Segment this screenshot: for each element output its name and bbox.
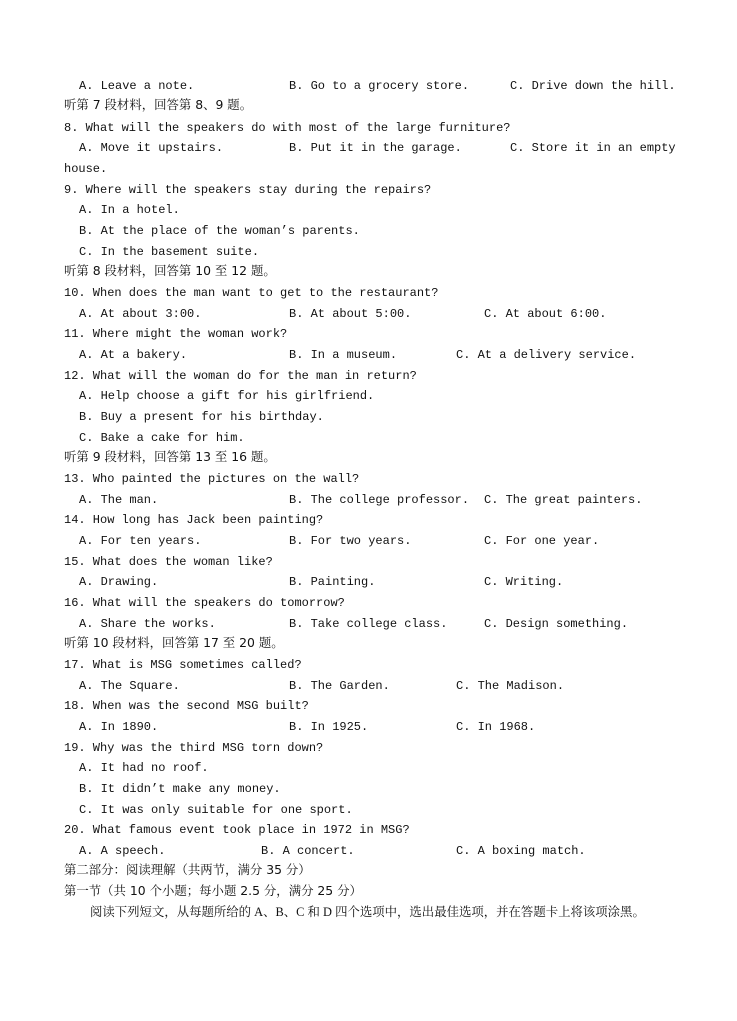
- text-line: 20. What famous event took place in 1972 in MSG?: [64, 823, 410, 837]
- text-line: A. A speech.: [79, 844, 166, 858]
- text-line: C. Bake a cake for him.: [79, 431, 245, 445]
- text-line: A. At about 3:00.: [79, 307, 202, 321]
- text-line: B. Buy a present for his birthday.: [79, 410, 324, 424]
- text-line: B. The college professor.: [289, 493, 470, 507]
- text-line: A. Leave a note.: [79, 79, 195, 93]
- text-line: B. Painting.: [289, 575, 376, 589]
- text-line: 17. What is MSG sometimes called?: [64, 658, 302, 672]
- text-line: 听第 9 段材料，回答第 13 至 16 题。: [64, 449, 276, 464]
- text-line: B. For two years.: [289, 534, 412, 548]
- text-line: B. Take college class.: [289, 617, 448, 631]
- text-line: C. The Madison.: [456, 679, 565, 693]
- text-line: A. At a bakery.: [79, 348, 188, 362]
- text-line: B. The Garden.: [289, 679, 390, 693]
- text-line: 第一节（共 10 个小题；每小题 2.5 分，满分 25 分）: [64, 883, 362, 898]
- text-line: A. Drawing.: [79, 575, 159, 589]
- text-line: 9. Where will the speakers stay during the repairs?: [64, 183, 432, 197]
- text-line: B. Go to a grocery store.: [289, 79, 470, 93]
- text-line: A. Move it upstairs.: [79, 141, 224, 155]
- text-line: A. In a hotel.: [79, 203, 180, 217]
- text-line: 11. Where might the woman work?: [64, 327, 288, 341]
- text-line: 19. Why was the third MSG torn down?: [64, 741, 324, 755]
- text-line: C. A boxing match.: [456, 844, 586, 858]
- text-line: C. In 1968.: [456, 720, 536, 734]
- text-line: C. At about 6:00.: [484, 307, 607, 321]
- text-line: C. It was only suitable for one sport.: [79, 803, 353, 817]
- text-line: house.: [64, 162, 108, 176]
- text-line: B. In a museum.: [289, 348, 398, 362]
- text-line: 14. How long has Jack been painting?: [64, 513, 324, 527]
- text-line: B. It didn’t make any money.: [79, 782, 281, 796]
- text-line: B. A concert.: [261, 844, 355, 858]
- text-line: A. The Square.: [79, 679, 180, 693]
- text-line: A. The man.: [79, 493, 159, 507]
- text-line: A. In 1890.: [79, 720, 159, 734]
- text-line: 12. What will the woman do for the man in return?: [64, 369, 417, 383]
- text-line: C. Drive down the hill.: [510, 79, 676, 93]
- text-line: 听第 8 段材料，回答第 10 至 12 题。: [64, 263, 276, 278]
- text-line: B. At the place of the woman’s parents.: [79, 224, 360, 238]
- text-line: C. Writing.: [484, 575, 564, 589]
- text-line: 听第 7 段材料，回答第 8、9 题。: [64, 97, 253, 112]
- text-line: A. It had no roof.: [79, 761, 209, 775]
- reading-instructions: 阅读下列短文，从每题所给的 A、B、C 和 D 四个选项中，选出最佳选项，并在答题卡上将该项涂黑。: [90, 905, 645, 919]
- text-line: A. Share the works.: [79, 617, 216, 631]
- text-line: C. Store it in an empty: [510, 141, 676, 155]
- text-line: 15. What does the woman like?: [64, 555, 273, 569]
- text-line: 13. Who painted the pictures on the wall?: [64, 472, 360, 486]
- text-line: 第二部分：阅读理解（共两节，满分 35 分）: [64, 862, 311, 877]
- text-line: C. Design something.: [484, 617, 629, 631]
- text-line: 18. When was the second MSG built?: [64, 699, 309, 713]
- text-line: 16. What will the speakers do tomorrow?: [64, 596, 345, 610]
- text-line: 10. When does the man want to get to the restaurant?: [64, 286, 439, 300]
- text-line: B. In 1925.: [289, 720, 369, 734]
- text-line: C. The great painters.: [484, 493, 643, 507]
- text-line: 听第 10 段材料，回答第 17 至 20 题。: [64, 635, 284, 650]
- text-line: C. For one year.: [484, 534, 600, 548]
- text-line: A. For ten years.: [79, 534, 202, 548]
- text-line: A. Help choose a gift for his girlfriend.: [79, 389, 375, 403]
- text-line: C. In the basement suite.: [79, 245, 260, 259]
- text-line: 8. What will the speakers do with most of the large furniture?: [64, 121, 511, 135]
- text-line: B. Put it in the garage.: [289, 141, 462, 155]
- text-line: C. At a delivery service.: [456, 348, 637, 362]
- text-line: B. At about 5:00.: [289, 307, 412, 321]
